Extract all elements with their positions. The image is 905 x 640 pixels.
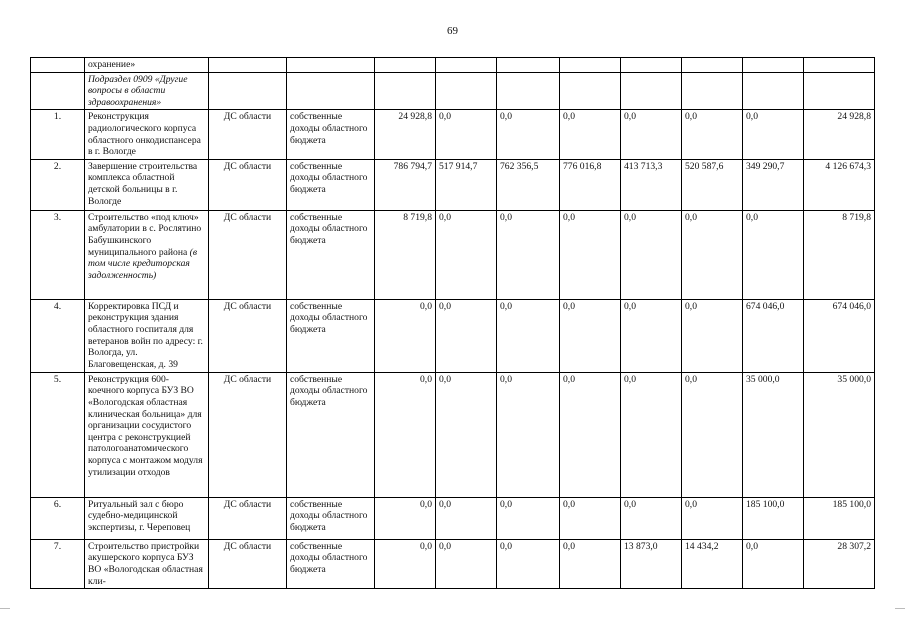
object-name-text: Реконструкция радиологического корпуса областного онкодиспансера в г. Вологде xyxy=(88,111,201,158)
year-value: 0,0 xyxy=(621,497,682,539)
table-row xyxy=(31,159,875,210)
row-number: 6. xyxy=(31,497,85,539)
year-value: 0,0 xyxy=(743,210,804,299)
year-value: 35 000,0 xyxy=(743,372,804,497)
margin-mark xyxy=(895,608,905,609)
total-value: 185 100,0 xyxy=(804,497,875,539)
row-number: 1. xyxy=(31,110,85,159)
table-row xyxy=(31,539,875,588)
executor-code: ДС области xyxy=(209,497,287,539)
subsection-row xyxy=(31,72,875,110)
year-value: 0,0 xyxy=(743,110,804,159)
funding-source: собственные доходы областного бюджета xyxy=(287,497,375,539)
funding-source: собственные доходы областного бюджета xyxy=(287,299,375,372)
year-value: 0,0 xyxy=(436,372,497,497)
object-name-text: Строительство «под ключ» амбулатории в с. Рослятино Бабушкинского муниципального района xyxy=(88,211,202,258)
object-name-text: Реконструкция 600-коечного корпуса БУЗ ВО «Вологодская областная клиническая больница» для организации сосудистого центра с реконструкцией патологоанатомического корпуса с монтажом модуля утилизации отходов xyxy=(88,373,203,478)
total-value: 24 928,8 xyxy=(804,110,875,159)
year-value: 8 719,8 xyxy=(375,210,436,299)
row-number: 2. xyxy=(31,159,85,210)
margin-mark xyxy=(0,608,10,609)
total-value: 674 046,0 xyxy=(804,299,875,372)
executor-code: ДС области xyxy=(209,210,287,299)
year-value: 0,0 xyxy=(682,372,743,497)
funding-source: собственные доходы областного бюджета xyxy=(287,372,375,497)
year-value: 0,0 xyxy=(497,497,560,539)
year-value: 0,0 xyxy=(436,110,497,159)
total-value: 8 719,8 xyxy=(804,210,875,299)
funding-source: собственные доходы областного бюджета xyxy=(287,110,375,159)
subsection-title: Подраздел 0909 «Другие вопросы в области здравоохранения» xyxy=(85,72,209,110)
continuation-row xyxy=(31,58,875,73)
year-value: 0,0 xyxy=(436,299,497,372)
executor-code: ДС области xyxy=(209,159,287,210)
year-value: 0,0 xyxy=(621,299,682,372)
year-value: 786 794,7 xyxy=(375,159,436,210)
object-name xyxy=(85,497,209,539)
year-value: 0,0 xyxy=(375,299,436,372)
total-value: 28 307,2 xyxy=(804,539,875,588)
funding-source: собственные доходы областного бюджета xyxy=(287,539,375,588)
table-row xyxy=(31,372,875,497)
year-value: 0,0 xyxy=(560,110,621,159)
year-value: 0,0 xyxy=(497,299,560,372)
total-value: 35 000,0 xyxy=(804,372,875,497)
funding-source: собственные доходы областного бюджета xyxy=(287,159,375,210)
row-number: 5. xyxy=(31,372,85,497)
executor-code: ДС области xyxy=(209,110,287,159)
year-value: 0,0 xyxy=(743,539,804,588)
year-value: 0,0 xyxy=(621,110,682,159)
year-value: 0,0 xyxy=(436,210,497,299)
year-value: 0,0 xyxy=(375,372,436,497)
object-name xyxy=(85,539,209,588)
year-value: 0,0 xyxy=(375,539,436,588)
year-value: 14 434,2 xyxy=(682,539,743,588)
object-name-text: Ритуальный зал с бюро судебно-медицинской экспертизы, г. Череповец xyxy=(88,498,191,533)
object-name-text: Корректировка ПСД и реконструкция здания областного госпиталя для ветеранов войн по адресу: г. Вологда, ул. Благовещенская, д. 39 xyxy=(88,300,203,370)
year-value: 0,0 xyxy=(497,110,560,159)
year-value: 0,0 xyxy=(560,299,621,372)
row-number: 4. xyxy=(31,299,85,372)
year-value: 520 587,6 xyxy=(682,159,743,210)
object-name-note: (в том числе кредиторская задолженность) xyxy=(88,246,198,281)
total-value: 4 126 674,3 xyxy=(804,159,875,210)
object-name-text: Завершение строительства комплекса областной детской больницы в г. Вологде xyxy=(88,160,198,207)
row-number: 3. xyxy=(31,210,85,299)
year-value: 0,0 xyxy=(560,539,621,588)
year-value: 0,0 xyxy=(436,497,497,539)
page-number: 69 xyxy=(447,25,458,37)
executor-code: ДС области xyxy=(209,539,287,588)
year-value: 0,0 xyxy=(560,372,621,497)
year-value: 0,0 xyxy=(682,210,743,299)
object-name xyxy=(85,210,209,299)
executor-code: ДС области xyxy=(209,299,287,372)
year-value: 0,0 xyxy=(436,539,497,588)
year-value: 0,0 xyxy=(682,110,743,159)
executor-code: ДС области xyxy=(209,372,287,497)
table-row xyxy=(31,497,875,539)
year-value: 0,0 xyxy=(682,497,743,539)
year-value: 517 914,7 xyxy=(436,159,497,210)
row-number: 7. xyxy=(31,539,85,588)
continuation-text: охранение» xyxy=(85,58,209,73)
table-row xyxy=(31,299,875,372)
year-value: 776 016,8 xyxy=(560,159,621,210)
year-value: 0,0 xyxy=(682,299,743,372)
year-value: 0,0 xyxy=(375,497,436,539)
year-value: 0,0 xyxy=(497,210,560,299)
year-value: 674 046,0 xyxy=(743,299,804,372)
year-value: 349 290,7 xyxy=(743,159,804,210)
object-name xyxy=(85,159,209,210)
object-name xyxy=(85,299,209,372)
budget-table xyxy=(30,57,875,589)
year-value: 0,0 xyxy=(497,539,560,588)
year-value: 0,0 xyxy=(560,497,621,539)
year-value: 185 100,0 xyxy=(743,497,804,539)
year-value: 0,0 xyxy=(621,210,682,299)
table-row xyxy=(31,110,875,159)
year-value: 0,0 xyxy=(560,210,621,299)
year-value: 413 713,3 xyxy=(621,159,682,210)
year-value: 0,0 xyxy=(497,372,560,497)
funding-source: собственные доходы областного бюджета xyxy=(287,210,375,299)
year-value: 0,0 xyxy=(621,372,682,497)
year-value: 762 356,5 xyxy=(497,159,560,210)
year-value: 24 928,8 xyxy=(375,110,436,159)
object-name xyxy=(85,372,209,497)
object-name xyxy=(85,110,209,159)
object-name-text: Строительство пристройки акушерского корпуса БУЗ ВО «Вологодская областная кли- xyxy=(88,540,203,587)
year-value: 13 873,0 xyxy=(621,539,682,588)
table-row xyxy=(31,210,875,299)
